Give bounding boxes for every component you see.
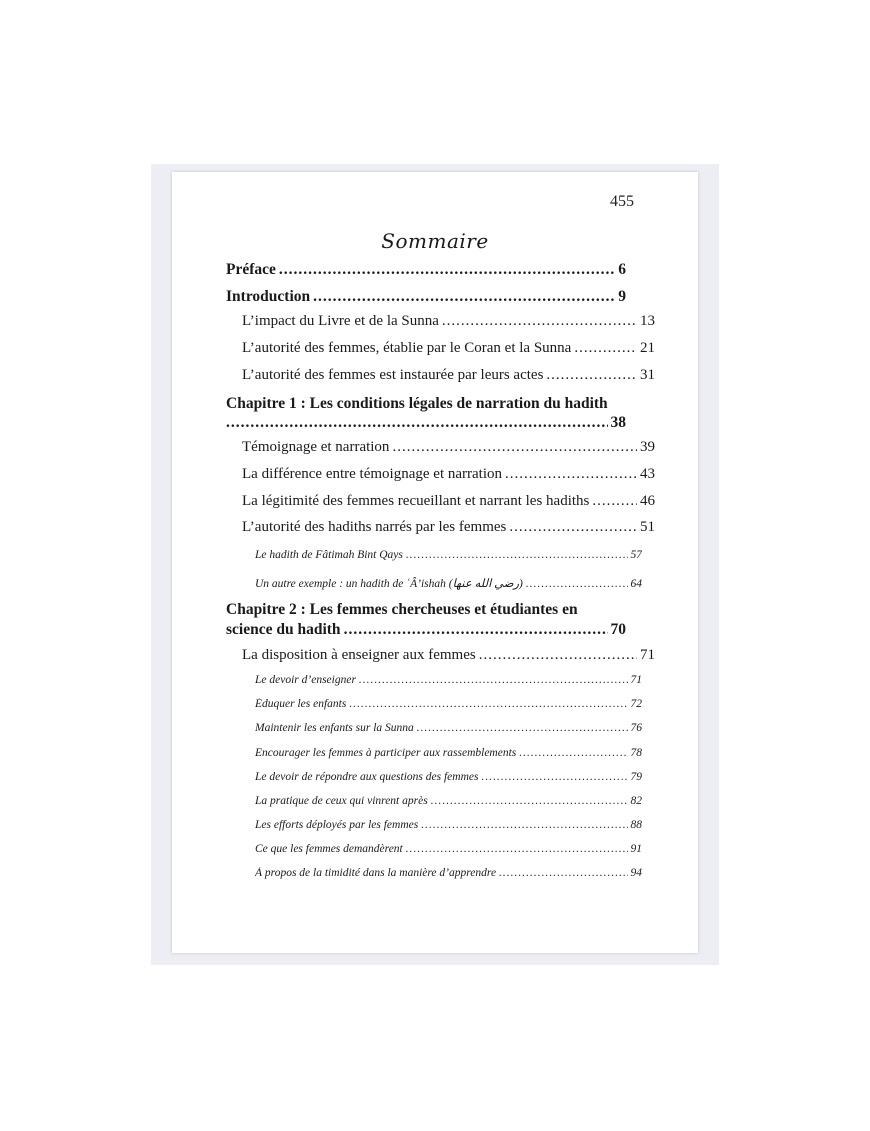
toc-entry	[255, 747, 642, 759]
toc-entry	[255, 698, 642, 710]
toc-entry	[242, 519, 655, 536]
toc-chapter-1-heading: Chapitre 1 : Les conditions légales de narration du hadith	[226, 395, 608, 412]
toc-entry	[255, 771, 642, 783]
toc-page: 39	[640, 439, 655, 455]
toc-entry	[242, 647, 655, 664]
toc-entry	[242, 340, 655, 357]
toc-page: 88	[630, 819, 642, 831]
toc-label: L’impact du Livre et de la Sunna	[242, 313, 439, 329]
toc-label: Témoignage et narration	[242, 439, 390, 455]
toc-label: Le devoir d’enseigner	[255, 674, 356, 686]
leader-dots	[509, 519, 637, 536]
toc-entry	[255, 576, 642, 590]
toc-label: L’autorité des femmes est instaurée par leurs actes	[242, 367, 544, 383]
toc-chapter-2-heading: Chapitre 2 : Les femmes chercheuses et étudiantes en	[226, 601, 578, 618]
toc-page: 78	[630, 747, 642, 759]
toc-page: 57	[630, 549, 642, 561]
leader-dots	[226, 414, 608, 432]
leader-dots	[392, 439, 637, 456]
toc-page: 82	[630, 795, 642, 807]
toc-entry	[242, 466, 655, 483]
toc-page: 71	[640, 647, 655, 663]
page-number: 455	[610, 193, 634, 210]
leader-dots	[313, 288, 615, 306]
toc-entry-preface	[226, 261, 626, 279]
toc-label: L’autorité des hadiths narrés par les femmes	[242, 519, 507, 535]
leader-dots	[421, 819, 627, 831]
toc-label: science du hadith	[226, 621, 341, 638]
toc-label: Maintenir les enfants sur la Sunna	[255, 722, 414, 734]
toc-label: Les efforts déployés par les femmes	[255, 819, 419, 831]
toc-page: 72	[630, 698, 642, 710]
toc-page: 13	[640, 313, 655, 329]
toc-title: Sommaire	[381, 229, 489, 253]
toc-entry	[255, 549, 642, 561]
toc-label: Un autre exemple : un hadith de ʿÂ’ishah (رضي الله عنها)	[255, 578, 523, 590]
toc-entry-chapter-2	[226, 621, 626, 639]
toc-page: 79	[630, 771, 642, 783]
toc-entry	[242, 493, 655, 510]
toc-entry	[255, 722, 642, 734]
toc-page: 91	[630, 843, 642, 855]
toc-label: La légitimité des femmes recueillant et narrant les hadiths	[242, 493, 590, 509]
toc-page: 51	[640, 519, 655, 535]
toc-page: 38	[610, 414, 626, 431]
leader-dots	[574, 340, 637, 357]
toc-page: 76	[630, 722, 642, 734]
toc-page: 70	[610, 621, 626, 638]
toc-entry-introduction	[226, 288, 626, 306]
toc-page: 9	[618, 288, 626, 305]
leader-dots	[417, 722, 628, 734]
toc-entry	[242, 439, 655, 456]
toc-label: La différence entre témoignage et narration	[242, 466, 503, 482]
toc-label: Ce que les femmes demandèrent	[255, 843, 403, 855]
toc-label: Encourager les femmes à participer aux rassemblements	[255, 747, 517, 759]
leader-dots	[499, 867, 627, 879]
toc-page: 21	[640, 340, 655, 356]
toc-entry	[255, 867, 642, 879]
toc-page: 6	[618, 261, 626, 278]
leader-dots	[442, 313, 637, 330]
leader-dots	[519, 747, 627, 759]
toc-entry	[255, 795, 642, 807]
leader-dots	[526, 578, 628, 590]
toc-page: 31	[640, 367, 655, 383]
toc-page: 94	[630, 867, 642, 879]
leader-dots	[406, 549, 628, 561]
leader-dots	[592, 493, 637, 510]
leader-dots	[431, 795, 628, 807]
toc-label: Éduquer les enfants	[255, 698, 347, 710]
toc-page: 43	[640, 466, 655, 482]
leader-dots	[359, 674, 628, 686]
toc-label: La pratique de ceux qui vinrent après	[255, 795, 428, 807]
leader-dots	[546, 367, 637, 384]
leader-dots	[505, 466, 637, 483]
toc-entry-chapter-1	[226, 414, 626, 432]
leader-dots	[349, 698, 627, 710]
toc-label: L’autorité des femmes, établie par le Coran et la Sunna	[242, 340, 572, 356]
leader-dots	[279, 261, 615, 279]
toc-entry	[255, 843, 642, 855]
leader-dots	[406, 843, 628, 855]
toc-entry	[242, 313, 655, 330]
toc-label: À propos de la timidité dans la manière d’apprendre	[255, 867, 497, 879]
toc-label: Préface	[226, 261, 276, 278]
toc-page: 71	[630, 674, 642, 686]
toc-label: Le hadith de Fâtimah Bint Qays	[255, 549, 403, 561]
leader-dots	[344, 621, 608, 639]
toc-label: Introduction	[226, 288, 311, 305]
toc-entry	[255, 674, 642, 686]
leader-dots	[479, 647, 637, 664]
leader-dots	[481, 771, 627, 783]
toc-label: Le devoir de répondre aux questions des femmes	[255, 771, 479, 783]
toc-label: La disposition à enseigner aux femmes	[242, 647, 476, 663]
toc-entry	[242, 367, 655, 384]
toc-entry	[255, 819, 642, 831]
toc-page: 64	[630, 578, 642, 590]
toc-page: 46	[640, 493, 655, 509]
